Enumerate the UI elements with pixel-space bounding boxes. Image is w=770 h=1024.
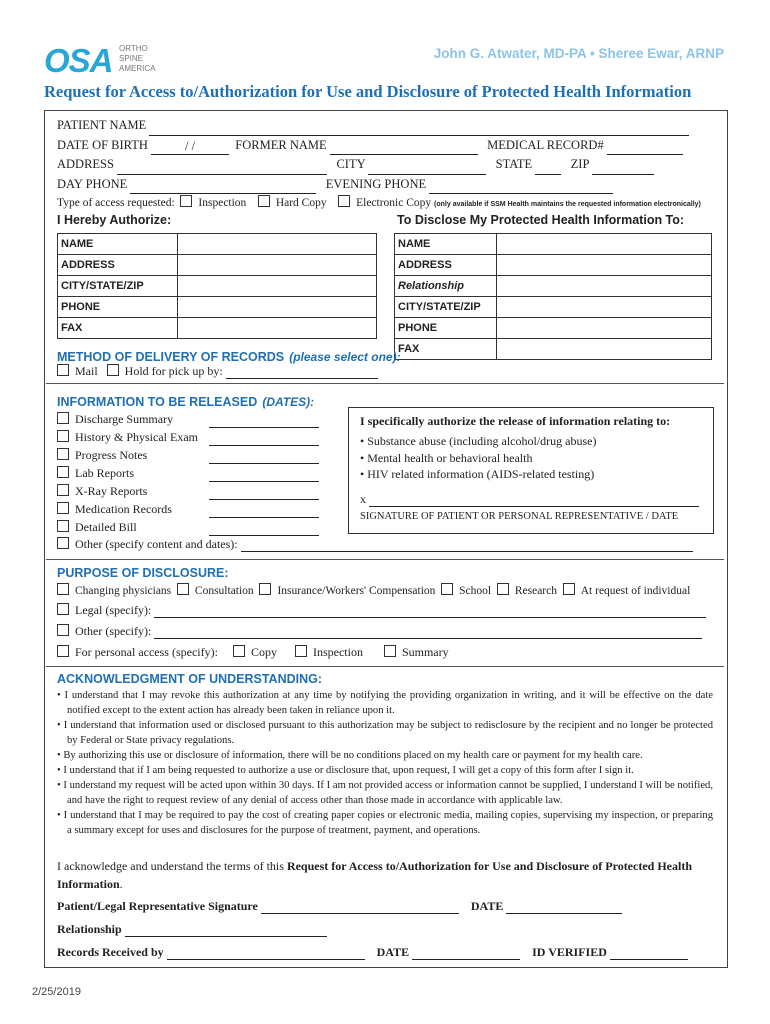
- patient-name-label: PATIENT NAME: [57, 118, 147, 132]
- legal-field[interactable]: [154, 607, 706, 618]
- purpose-options: [57, 583, 690, 597]
- ack-bullet: • I understand that I may be required to pay the cost of creating paper copies or electronic media, mailing copies, supervising my inspection, or preparing a summary except for uses and disclosures for the purpose of treatment, payment, and operations.: [57, 810, 713, 836]
- received-date-label: DATE: [376, 945, 410, 959]
- info-other-row: [57, 537, 693, 552]
- access-type-label: Type of access requested:: [57, 197, 175, 209]
- zip-field[interactable]: [592, 164, 654, 175]
- sensitive-item: • HIV related information (AIDS-related testing): [360, 467, 595, 481]
- history-checkbox[interactable]: [57, 430, 69, 442]
- signature-date-label: DATE: [470, 899, 504, 913]
- info-title-note: (DATES):: [262, 395, 315, 409]
- pickup-label: Hold for pick up by:: [124, 364, 223, 378]
- info-date-field[interactable]: [209, 453, 319, 464]
- auth-address-label: ADDRESS: [58, 255, 178, 276]
- purpose-option-label: Research: [514, 585, 557, 597]
- bill-checkbox[interactable]: [57, 520, 69, 532]
- info-date-field[interactable]: [209, 507, 319, 518]
- auth-address-field[interactable]: [178, 255, 377, 276]
- sensitive-sig-field[interactable]: [369, 496, 699, 507]
- purpose-option-label: Insurance/Workers' Compensation: [277, 585, 436, 597]
- logo-mark: OSA: [44, 42, 113, 79]
- disc-city-label: CITY/STATE/ZIP: [395, 297, 497, 318]
- info-title: [57, 391, 314, 410]
- sensitive-x: x: [360, 492, 366, 506]
- mail-checkbox[interactable]: [57, 364, 69, 376]
- delivery-options: [57, 364, 378, 379]
- info-date-field[interactable]: [209, 489, 319, 500]
- acknowledge-suffix: .: [119, 877, 123, 891]
- footer-date: 2/25/2019: [32, 986, 81, 998]
- access-type-row: [57, 194, 717, 215]
- patient-name-row: [57, 116, 717, 136]
- ack-bullet: • I understand that information used or disclosed pursuant to this authorization may be subject to redisclosure by the recipient and no longer be protected by Federal or State privacy regulations.: [57, 720, 713, 746]
- individual-request-checkbox[interactable]: [563, 583, 575, 595]
- info-item: [57, 482, 327, 500]
- auth-phone-field[interactable]: [178, 297, 377, 318]
- info-date-field[interactable]: [209, 471, 319, 482]
- sensitive-sig-line: [360, 492, 699, 507]
- xray-checkbox[interactable]: [57, 484, 69, 496]
- personal-access-row: [57, 645, 449, 660]
- divider-1: [46, 383, 724, 384]
- medical-record-label: MEDICAL RECORD#: [487, 137, 604, 152]
- research-checkbox[interactable]: [497, 583, 509, 595]
- ack-title: ACKNOWLEDGMENT OF UNDERSTANDING:: [57, 672, 323, 686]
- received-row: [57, 945, 688, 960]
- day-phone-field[interactable]: [130, 183, 316, 194]
- city-label: CITY: [336, 157, 366, 171]
- address-field[interactable]: [117, 164, 327, 175]
- former-name-field[interactable]: [330, 144, 478, 155]
- authorize-table: [57, 233, 377, 339]
- info-date-field[interactable]: [209, 435, 319, 446]
- consultation-checkbox[interactable]: [177, 583, 189, 595]
- info-item: [57, 428, 327, 446]
- sensitive-item: • Substance abuse (including alcohol/drug abuse): [360, 434, 597, 448]
- purpose-other-label: Other (specify):: [75, 624, 152, 638]
- inspection-label: Inspection: [198, 197, 247, 209]
- delivery-title-text: METHOD OF DELIVERY OF RECORDS: [57, 350, 285, 364]
- signature-label: Patient/Legal Representative Signature: [57, 899, 258, 913]
- pickup-checkbox[interactable]: [107, 364, 119, 376]
- ack-bullet: • I understand that I may revoke this authorization at any time by notifying the providing organization in writing, and it will be effective on the date notified except to the extent action has already been taken in reliance upon it.: [57, 690, 713, 716]
- sensitive-box-title: I specifically authorize the release of information relating to:: [360, 414, 671, 428]
- day-phone-label: DAY PHONE: [57, 176, 128, 191]
- dob-label: DATE OF BIRTH: [57, 137, 148, 152]
- copy-label: Copy: [250, 645, 277, 659]
- info-item-label: History & Physical Exam: [75, 430, 198, 444]
- disc-relationship-field[interactable]: [497, 276, 712, 297]
- insurance-checkbox[interactable]: [259, 583, 271, 595]
- relationship-row: [57, 922, 327, 937]
- mail-label: Mail: [75, 364, 98, 378]
- logo-line-1: ORTHO: [119, 44, 148, 53]
- personal-inspection-checkbox[interactable]: [295, 645, 307, 657]
- hard-copy-checkbox[interactable]: [258, 195, 270, 207]
- pickup-field[interactable]: [226, 368, 378, 379]
- logo-wordmark: [119, 44, 155, 74]
- acknowledge-statement: [57, 857, 697, 893]
- changing-physicians-checkbox[interactable]: [57, 583, 69, 595]
- inspection-checkbox[interactable]: [180, 195, 192, 207]
- info-other-field[interactable]: [241, 541, 693, 552]
- dob-slashes: / /: [185, 139, 196, 153]
- state-field[interactable]: [535, 164, 561, 175]
- summary-checkbox[interactable]: [384, 645, 396, 657]
- auth-name-label: NAME: [58, 234, 178, 255]
- electronic-note: (only available if SSM Health maintains the requested information electronically): [434, 201, 701, 208]
- page-title: Request for Access to/Authorization for Use and Disclosure of Protected Health Information: [44, 82, 692, 101]
- purpose-other-field[interactable]: [154, 628, 702, 639]
- info-list: [57, 410, 327, 536]
- disc-address-field[interactable]: [497, 255, 712, 276]
- medical-record-field[interactable]: [607, 144, 683, 155]
- progress-checkbox[interactable]: [57, 448, 69, 460]
- purpose-other-checkbox[interactable]: [57, 624, 69, 636]
- disclose-table: [394, 233, 712, 360]
- sensitive-box-list: [360, 433, 596, 483]
- signature-field[interactable]: [261, 903, 459, 914]
- id-verified-label: ID VERIFIED: [532, 945, 607, 959]
- legal-label: Legal (specify):: [75, 603, 152, 617]
- id-verified-field[interactable]: [610, 949, 688, 960]
- sensitive-item: • Mental health or behavioral health: [360, 450, 533, 465]
- acknowledge-prefix: I acknowledge and understand the terms of this: [57, 859, 287, 873]
- info-item-label: Progress Notes: [75, 448, 148, 462]
- auth-name-field[interactable]: [178, 234, 377, 255]
- ack-list: [57, 688, 713, 838]
- info-item-label: Medication Records: [75, 502, 172, 516]
- dob-row: [57, 136, 717, 156]
- signature-date-field[interactable]: [506, 903, 622, 914]
- ack-bullet: • I understand that if I am being requested to authorize a use or disclosure that, upon request, I will get a copy of this form after I sign it.: [57, 765, 634, 776]
- electronic-copy-label: Electronic Copy: [356, 197, 432, 209]
- phone-row: [57, 175, 717, 195]
- auth-fax-field[interactable]: [178, 318, 377, 339]
- authorize-title: I Hereby Authorize:: [57, 213, 172, 227]
- logo-line-3: AMERICA: [119, 64, 156, 73]
- info-item: [57, 446, 327, 464]
- info-item-label: Detailed Bill: [75, 520, 137, 534]
- info-item-label: X-Ray Reports: [75, 484, 148, 498]
- received-date-field[interactable]: [412, 949, 520, 960]
- ack-bullet: • I understand my request will be acted upon within 30 days. If I am not provided access or information cannot be supplied, I understand I will be notified, and have the right to request review of any denial of access other than those made in accordance with applicable law.: [57, 780, 713, 806]
- delivery-note: (please select one):: [289, 350, 401, 364]
- medication-checkbox[interactable]: [57, 502, 69, 514]
- disc-name-label: NAME: [395, 234, 497, 255]
- dob-field[interactable]: [151, 139, 229, 155]
- disc-phone-field[interactable]: [497, 318, 712, 339]
- disclose-to-title: To Disclose My Protected Health Information To:: [397, 213, 685, 227]
- divider-2: [46, 559, 724, 560]
- disc-relationship-label: Relationship: [395, 276, 497, 297]
- evening-phone-label: EVENING PHONE: [325, 176, 427, 191]
- copy-checkbox[interactable]: [233, 645, 245, 657]
- purpose-option-label: Changing physicians: [75, 585, 172, 597]
- info-other-checkbox[interactable]: [57, 537, 69, 549]
- sensitive-box: [348, 407, 714, 534]
- info-item: [57, 464, 327, 482]
- personal-access-label: For personal access (specify):: [75, 645, 218, 659]
- address-row: [57, 155, 717, 175]
- purpose-legal-row: [57, 603, 706, 618]
- sensitive-sig-label: SIGNATURE OF PATIENT OR PERSONAL REPRESENTATIVE / DATE: [360, 511, 679, 522]
- acknowledge-bold: Request for Access to/Authorization for Use and Disclosure of Protected Health Information: [57, 859, 692, 891]
- ack-bullet: • By authorizing this use or disclosure of information, there will be no conditions placed on my health care or payment for my health care.: [57, 750, 643, 761]
- signature-row: [57, 899, 622, 914]
- purpose-option-label: Consultation: [194, 585, 254, 597]
- info-title-text: INFORMATION TO BE RELEASED: [57, 395, 258, 409]
- auth-fax-label: FAX: [58, 318, 178, 339]
- auth-city-label: CITY/STATE/ZIP: [58, 276, 178, 297]
- info-date-field[interactable]: [209, 417, 319, 428]
- disc-fax-field[interactable]: [497, 339, 712, 360]
- electronic-copy-checkbox[interactable]: [338, 195, 350, 207]
- disc-phone-label: PHONE: [395, 318, 497, 339]
- info-item: [57, 500, 327, 518]
- address-label: ADDRESS: [57, 157, 114, 171]
- city-field[interactable]: [368, 164, 486, 175]
- purpose-title: PURPOSE OF DISCLOSURE:: [57, 566, 229, 580]
- info-item-label: Discharge Summary: [75, 412, 174, 426]
- patient-name-field[interactable]: [149, 125, 689, 136]
- logo-line-2: SPINE: [119, 54, 144, 63]
- received-field[interactable]: [167, 949, 365, 960]
- delivery-title: [57, 346, 401, 365]
- purpose-other-row: [57, 624, 702, 639]
- auth-city-field[interactable]: [178, 276, 377, 297]
- divider-3: [46, 666, 724, 667]
- zip-label: ZIP: [570, 157, 589, 171]
- doctors-line: John G. Atwater, MD-PA • Sheree Ewar, ARNP: [433, 46, 724, 61]
- personal-inspection-label: Inspection: [312, 645, 363, 659]
- lab-checkbox[interactable]: [57, 466, 69, 478]
- disc-city-field[interactable]: [497, 297, 712, 318]
- hard-copy-label: Hard Copy: [275, 197, 327, 209]
- summary-label: Summary: [401, 645, 449, 659]
- personal-access-checkbox[interactable]: [57, 645, 69, 657]
- logo: [44, 42, 164, 82]
- info-item: [57, 410, 327, 428]
- legal-checkbox[interactable]: [57, 603, 69, 615]
- purpose-option-label: At request of individual: [580, 585, 691, 597]
- disc-address-label: ADDRESS: [395, 255, 497, 276]
- received-label: Records Received by: [57, 945, 164, 959]
- relationship-label: Relationship: [57, 922, 122, 936]
- info-other-label: Other (specify content and dates):: [75, 537, 238, 551]
- evening-phone-field[interactable]: [429, 183, 613, 194]
- disc-fax-label: FAX: [395, 339, 497, 360]
- former-name-label: FORMER NAME: [235, 137, 327, 152]
- relationship-field[interactable]: [125, 926, 327, 937]
- info-item-label: Lab Reports: [75, 466, 134, 480]
- info-date-field[interactable]: [209, 525, 319, 536]
- disc-name-field[interactable]: [497, 234, 712, 255]
- state-label: STATE: [495, 157, 533, 171]
- purpose-option-label: School: [459, 585, 492, 597]
- info-item: [57, 518, 327, 536]
- discharge-checkbox[interactable]: [57, 412, 69, 424]
- patient-info: [57, 116, 717, 215]
- auth-phone-label: PHONE: [58, 297, 178, 318]
- school-checkbox[interactable]: [441, 583, 453, 595]
